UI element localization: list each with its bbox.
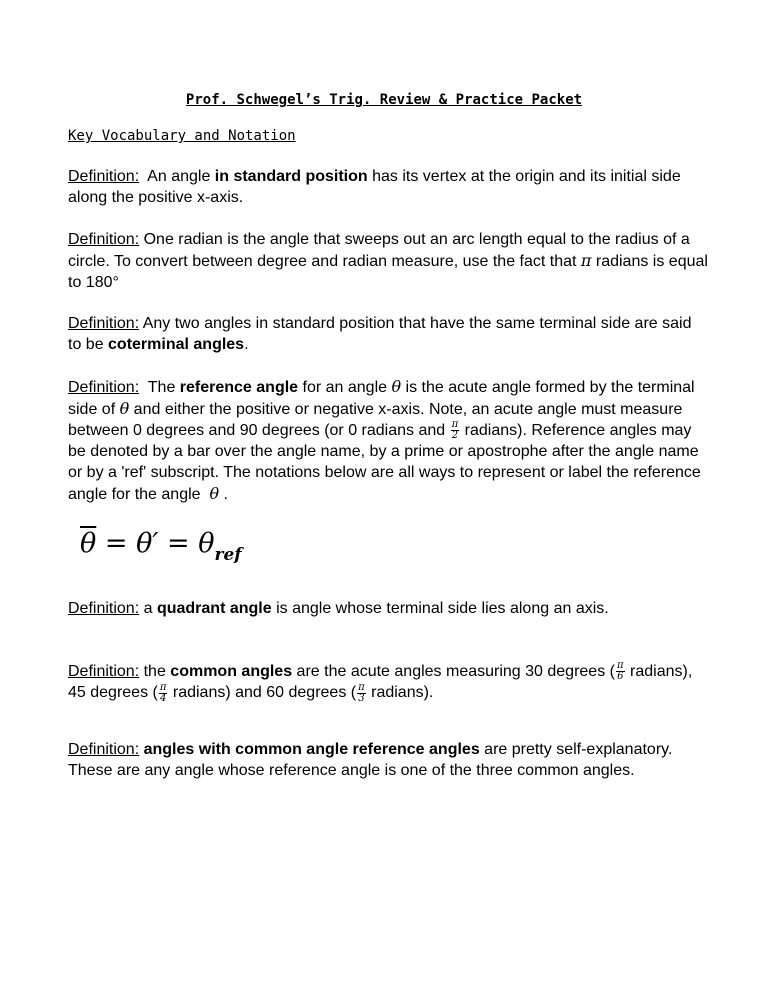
section-heading: Key Vocabulary and Notation [68,128,296,144]
theta-bar: $\overline{\theta}$ [80,528,97,559]
term-quadrant-angle: quadrant angle [156,600,272,617]
definition-label: Definition: [68,231,140,248]
definition-text: for an angle [298,379,392,396]
definition-label: Definition: [68,600,140,617]
term-standard-position: in standard position [214,168,368,185]
definition-text: is the acute angle formed by the terminal side of [68,379,695,418]
equals-sign: = [96,528,137,559]
definition-text: is angle whose terminal side lies along an axis. [271,600,609,617]
fraction-numerator: π [616,660,624,672]
definition-text: Any two angles in standard position that have the same terminal side are said to be [68,315,692,353]
definition-radian [68,229,708,293]
term-coterminal-angles: coterminal angles [108,336,245,353]
definition-text: . [219,486,228,504]
theta-symbol: θ [119,399,130,418]
definition-standard-position [68,166,708,208]
fraction-denominator: 4 [159,692,167,704]
definition-label: Definition: [68,379,140,396]
fraction-pi-over-3 [357,683,366,704]
definition-text: The [147,379,180,396]
definition-text: the [143,663,171,680]
fraction-numerator: π [159,681,167,693]
term-common-angles: common angles [170,663,293,680]
definition-text: radians). Reference angles may be denoted by a bar over the angle name, by a prime or apostrophe after the angle name or by a 'ref' subscript. The notations below are all ways to represent or label the reference angle for the angle [68,422,701,504]
definition-text: An angle [147,168,215,185]
definition-reference-angle [68,376,708,505]
prime-mark: ′ [152,528,159,559]
term-common-reference-angles: angles with common angle reference angles [143,741,480,758]
fraction-denominator: 2 [451,430,459,442]
definition-label: Definition: [68,663,140,680]
definition-common-reference-angles [68,739,708,781]
definition-text: has its vertex at the origin and its initial side along the positive x-axis. [68,168,681,206]
pi-symbol: π [580,251,592,270]
definition-text: radians). [366,684,434,702]
fraction-pi-over-2 [451,420,460,441]
definition-text: and either the positive or negative x-axis. Note, an acute angle must measure between 0 degrees and 90 degrees (or 0 radians and [68,401,683,439]
fraction-numerator: π [451,419,459,431]
reference-angle-notation [80,528,242,565]
definition-text: are pretty self-explanatory. These are any angle whose reference angle is one of the three common angles. [68,741,673,779]
definition-label: Definition: [68,168,140,185]
definition-label: Definition: [68,741,140,758]
theta-symbol: θ [209,484,220,504]
theta-symbol: θ [136,528,153,559]
fraction-numerator: π [358,681,365,693]
theta-symbol: θ [391,377,402,396]
definition-coterminal [68,313,708,355]
term-reference-angle: reference angle [179,379,299,396]
definition-text: radians), 45 degrees ( [68,663,693,702]
definition-common-angles [68,661,708,704]
fraction-denominator: 6 [617,671,624,683]
definition-text: . [244,336,249,353]
definition-text: One radian is the angle that sweeps out an arc length equal to the radius of a circle. To convert between degree and radian measure, use the fact that [68,231,690,270]
theta-symbol: θ [198,528,215,559]
definition-text: a [143,600,157,617]
fraction-denominator: 3 [358,692,365,704]
fraction-pi-over-4 [159,683,168,704]
definition-quadrant-angle [68,598,708,619]
definition-text: radians) and 60 degrees ( [168,684,357,702]
ref-subscript: ref [214,545,242,565]
definition-text: radians is equal to 180° [68,253,708,291]
equals-sign: = [158,528,199,559]
document-title: Prof. Schwegel’s Trig. Review & Practice Packet [185,92,583,108]
fraction-pi-over-6 [616,661,625,682]
definition-label: Definition: [68,315,140,332]
definition-text: are the acute angles measuring 30 degrees ( [292,663,615,680]
